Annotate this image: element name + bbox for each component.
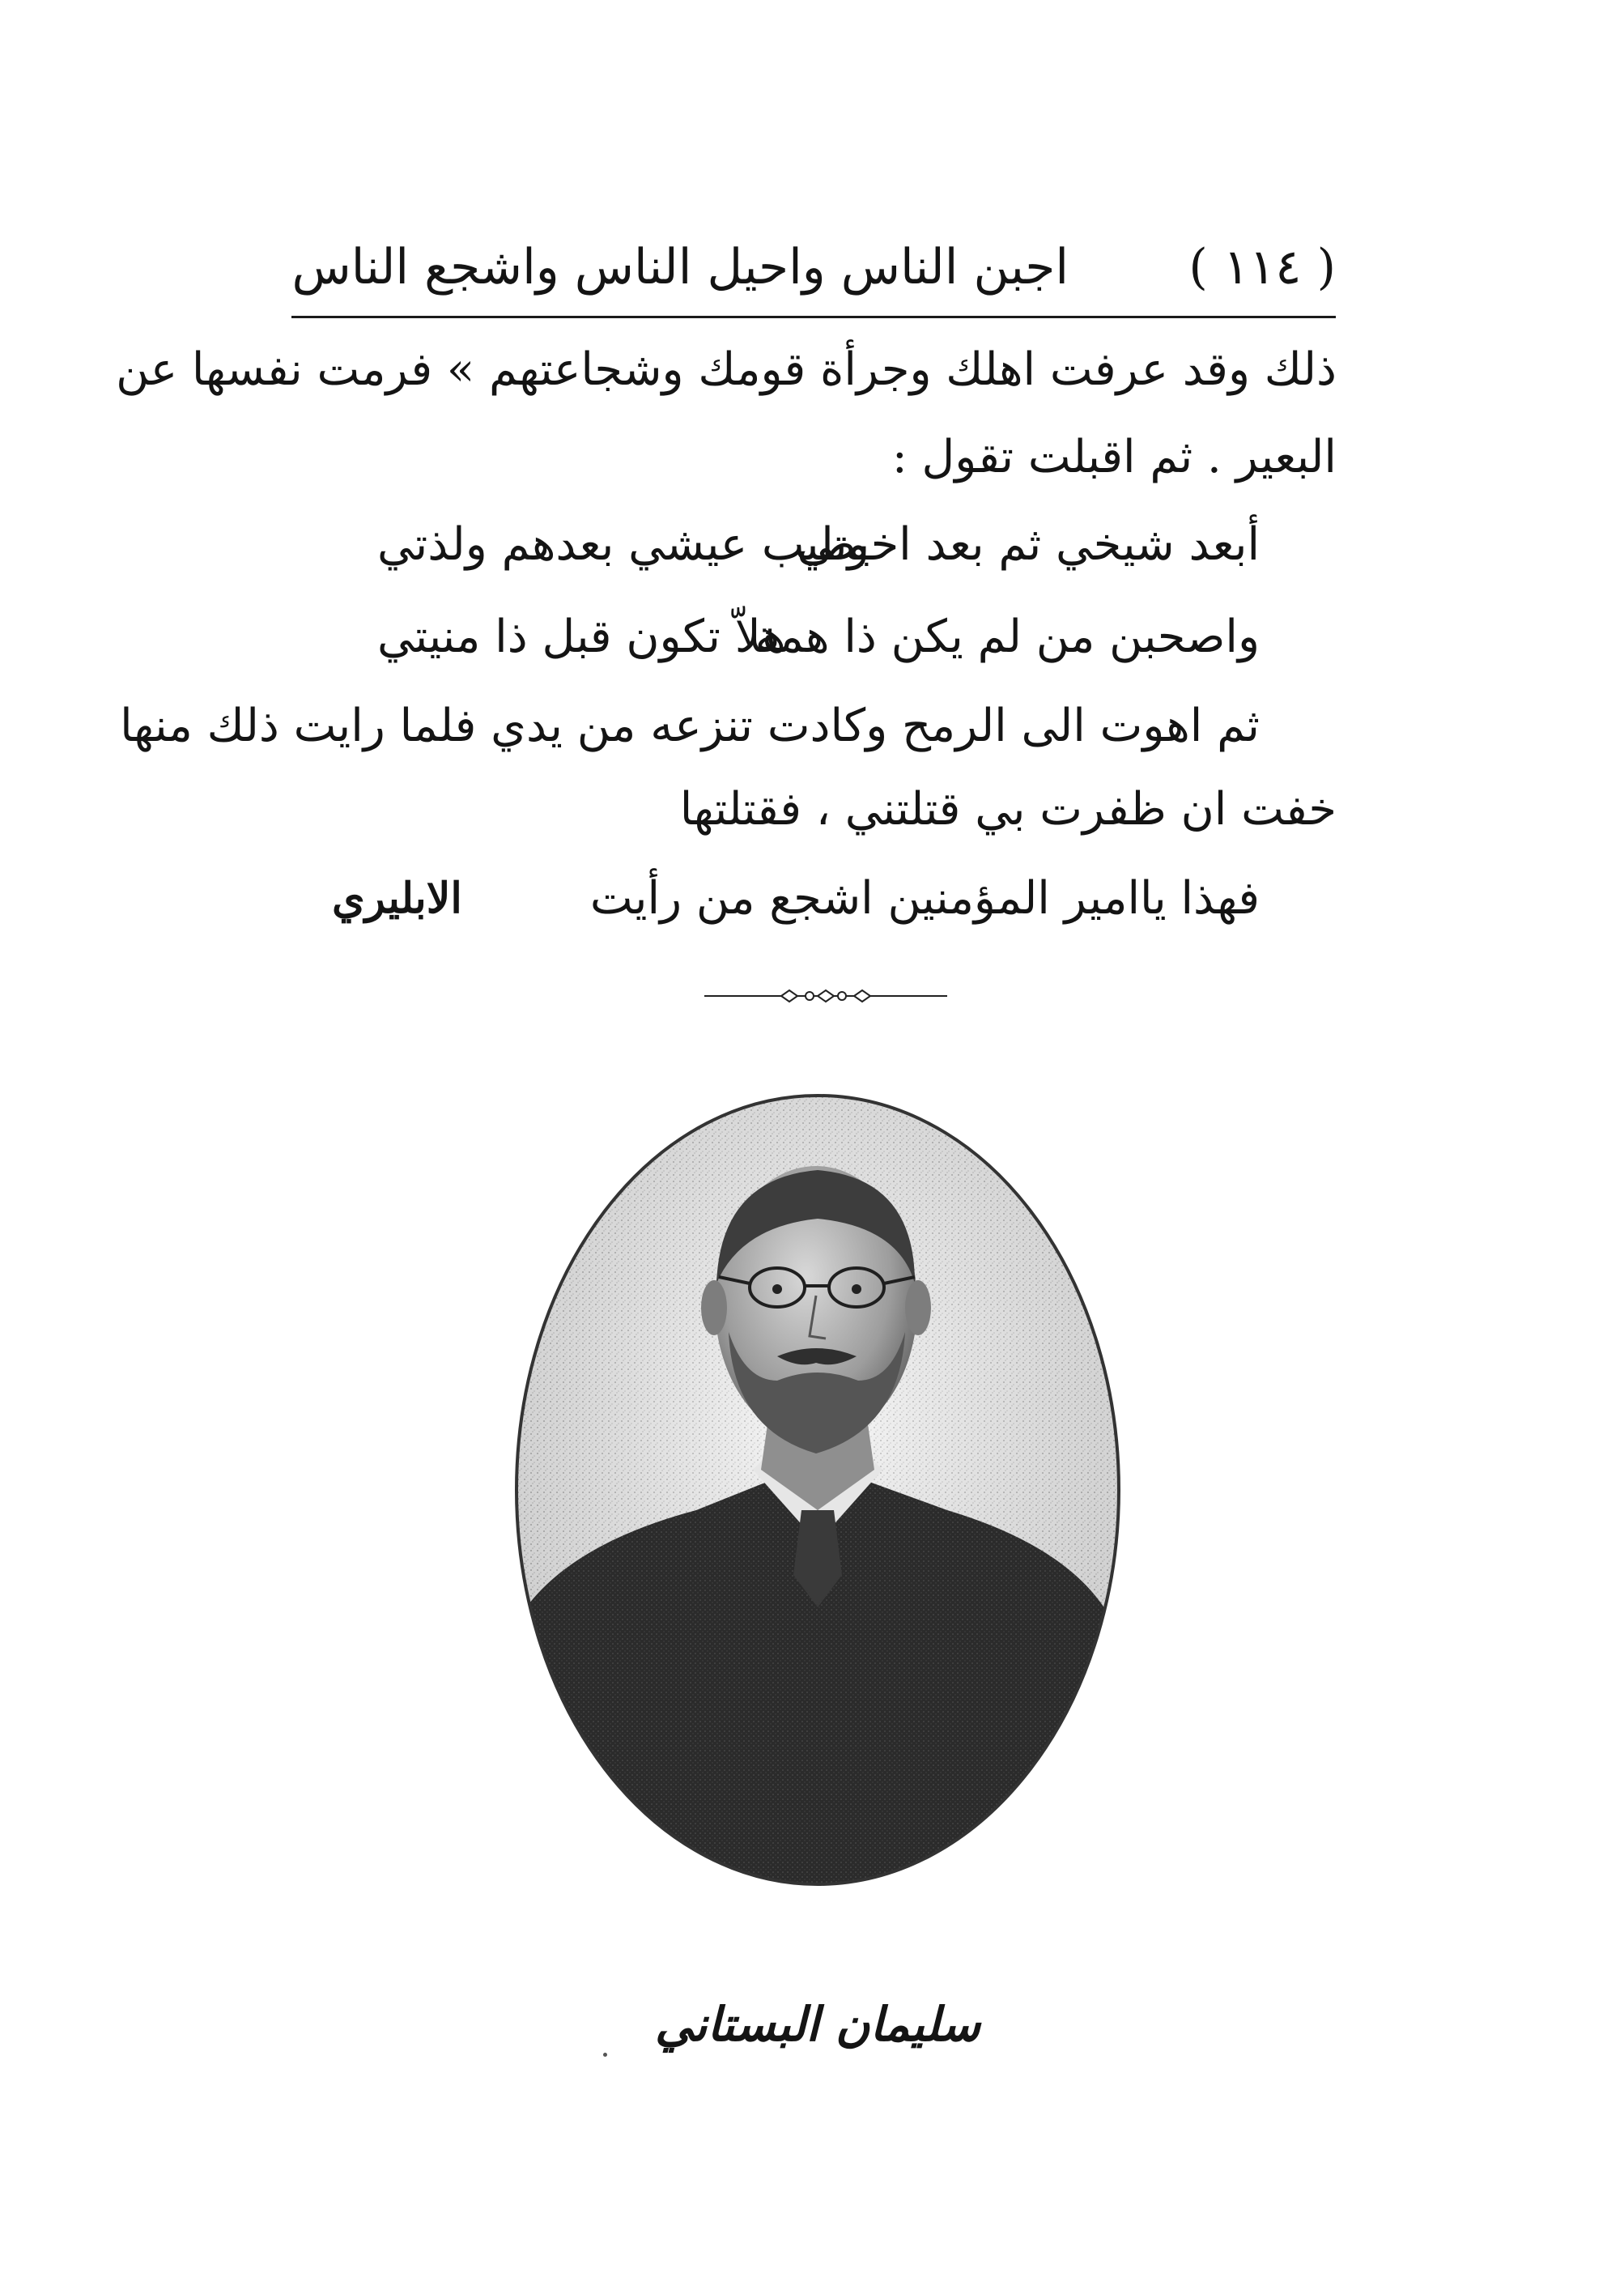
page-header xyxy=(291,231,1336,312)
running-title: اجبن الناس واحيل الناس واشجع الناس xyxy=(291,239,1069,296)
body-line: فهذا ياامير المؤمنين اشجع من رأيت xyxy=(589,872,1260,925)
portrait-caption: سليمان البستاني xyxy=(655,1997,980,2052)
verse-first-hemistich: واصحبن من لم يكن ذا همة xyxy=(755,611,1260,663)
portrait-photo xyxy=(510,1089,1125,1891)
header-rule xyxy=(291,316,1336,318)
body-line: ذلك وقد عرفت اهلك وجرأة قومك وشجاعتهم » فرمت نفسها عن xyxy=(116,343,1337,396)
verse-second-hemistich: هلاّ تكون قبل ذا منيتي xyxy=(377,611,786,663)
verse-first-hemistich: أبعد شيخي ثم بعد اخوتي xyxy=(797,518,1260,571)
body-line: ثم اهوت الى الرمح وكادت تنزعه من يدي فلما رايت ذلك منها xyxy=(120,700,1260,752)
poet-attribution: الابليري xyxy=(332,874,462,923)
body-line: البعير . ثم اقبلت تقول : xyxy=(891,431,1337,483)
print-speck xyxy=(603,2053,607,2057)
verse xyxy=(377,601,1260,682)
ornament-divider xyxy=(704,984,947,1008)
verse xyxy=(377,509,1260,589)
page-number: ( ١١٤ ) xyxy=(1188,239,1336,296)
verse-second-hemistich: يطيب عيشي بعدهم ولذتي xyxy=(377,518,870,571)
body-line: خفت ان ظفرت بي قتلتني ، فقتلتها xyxy=(679,783,1337,836)
